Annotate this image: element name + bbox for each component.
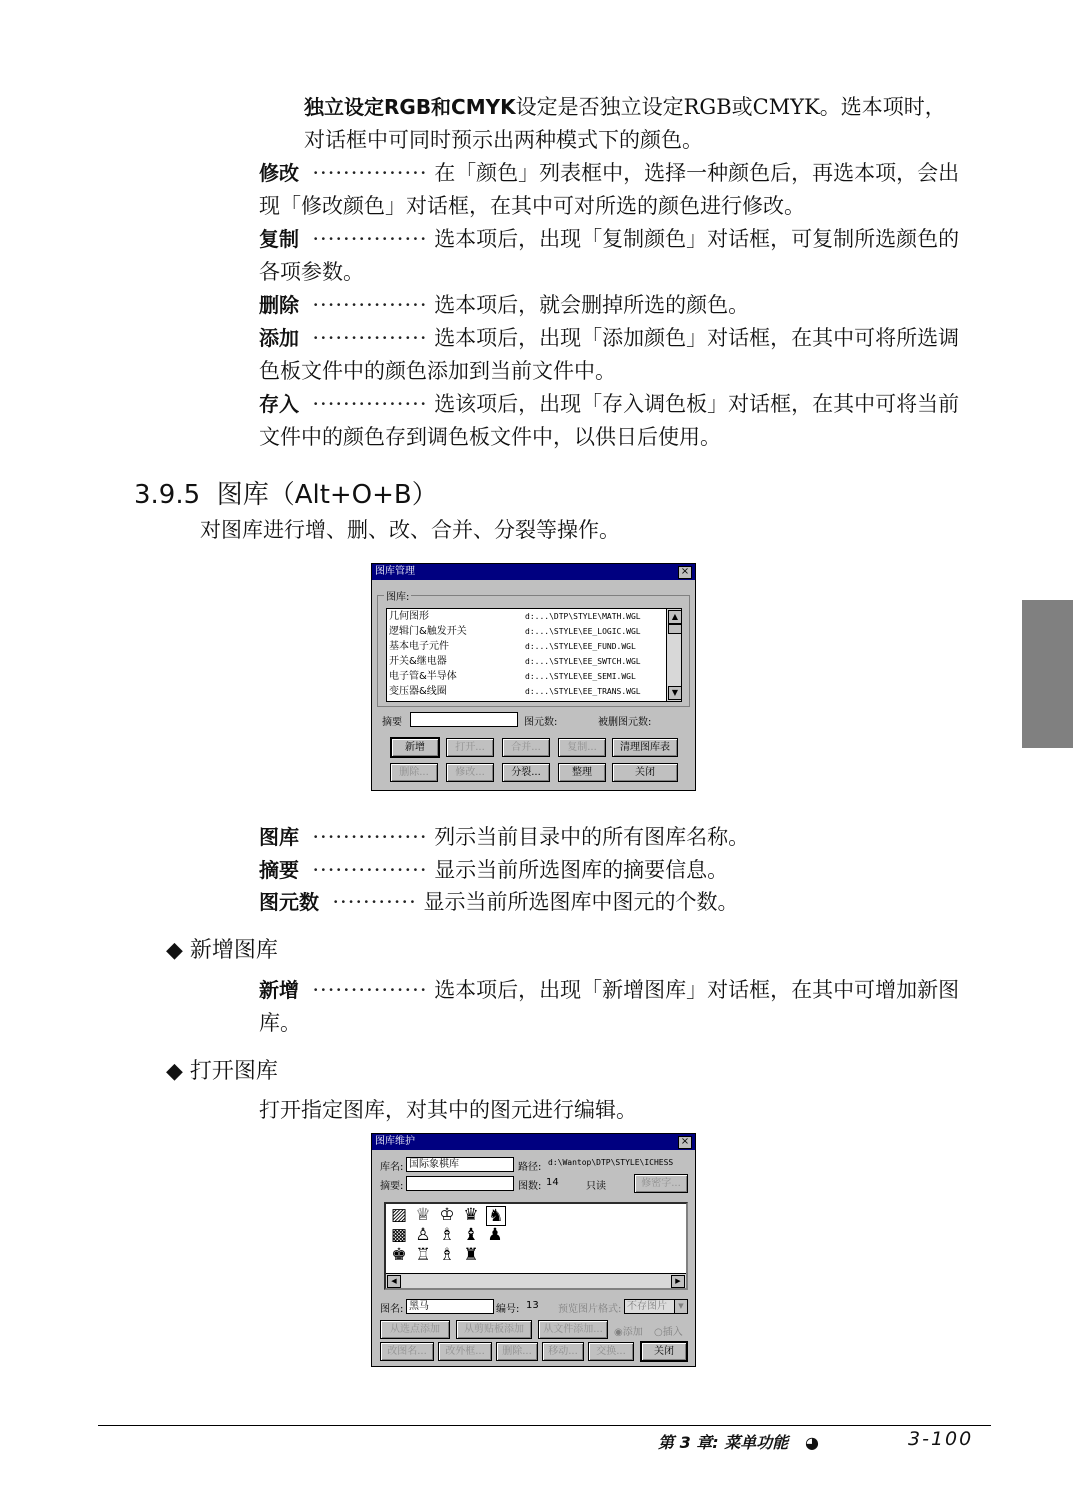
open-library-desc: 打开指定图库，对其中的图元进行编辑。 (259, 1098, 637, 1122)
summary-field[interactable] (410, 712, 518, 727)
library-name: 变压器&线圈 (389, 686, 447, 697)
list-item[interactable] (387, 639, 681, 654)
def-add (259, 322, 959, 355)
leader-dots: ··············· (312, 392, 428, 416)
open-library-button[interactable]: 打开... (446, 738, 494, 757)
merge-library-button[interactable]: 合并... (502, 738, 550, 757)
library-name: 逻辑门&触发开关 (389, 626, 467, 637)
list-item[interactable] (387, 654, 681, 669)
library-path: d:...\DTP\STYLE\MATH.WGL (525, 612, 641, 621)
glyph-cell-icon[interactable]: ♕ (415, 1205, 431, 1225)
count-value: 14 (546, 1177, 559, 1188)
def-text: 列示当前目录中的所有图库名称。 (434, 825, 750, 849)
preview-format-label: 预览图片格式: (558, 1304, 622, 1315)
def-copy (259, 223, 959, 256)
def-text: 在「颜色」列表框中，选择一种颜色后，再选本项，会出 (434, 161, 960, 185)
horizontal-scrollbar[interactable] (386, 1273, 686, 1288)
clean-library-table-button[interactable]: 清理图库表 (612, 738, 678, 757)
rgb-cmyk-text: 设定是否独立设定RGB或CMYK。选本项时， (515, 95, 946, 119)
library-path: d:...\STYLE\EE_SWTCH.WGL (525, 657, 641, 666)
add-from-selection-button[interactable]: 从选点添加 (380, 1320, 450, 1339)
close-button[interactable]: 关闭 (640, 1341, 688, 1362)
subheading-title: 打开图库 (189, 1059, 278, 1084)
def-copy-cont: 各项参数。 (259, 260, 364, 284)
library-list[interactable] (386, 608, 682, 702)
path-value: d:\Wantop\DTP\STYLE\ICHESS (548, 1158, 674, 1167)
def-text: 选本项后，出现「复制颜色」对话框，可复制所选颜色的 (434, 227, 960, 251)
list-item[interactable] (387, 609, 681, 624)
close-button[interactable]: 关闭 (612, 763, 678, 782)
dialog-title: 图库管理 (375, 566, 415, 577)
def-term: 存入 (259, 392, 299, 416)
lib-name-field[interactable]: 国际象棋库 (406, 1157, 514, 1172)
radio-insert-label: 插入 (662, 1327, 683, 1338)
footer-rule (98, 1425, 991, 1426)
glyph-cell-icon[interactable]: ♔ (439, 1205, 455, 1225)
leader-dots: ··············· (312, 825, 428, 849)
diamond-bullet-icon: ◆ (166, 938, 183, 963)
def-text: 显示当前所选图库中图元的个数。 (423, 890, 739, 914)
list-scrollbar[interactable] (666, 609, 681, 701)
new-library-button[interactable]: 新增 (390, 737, 440, 758)
diamond-bullet-icon: ◆ (166, 1059, 183, 1084)
def-term: 添加 (259, 326, 299, 350)
list-item[interactable] (387, 624, 681, 639)
glyph-cell-icon[interactable]: ♗ (439, 1245, 455, 1265)
leader-dots: ··············· (312, 326, 428, 350)
glyph-number-label: 编号: (496, 1304, 520, 1315)
def-save (259, 388, 959, 421)
def-text: 选本项后，出现「新增图库」对话框，在其中可增加新图 (434, 978, 960, 1002)
list-item[interactable] (387, 684, 681, 699)
dialog-titlebar (372, 1134, 695, 1150)
library-path: d:...\STYLE\EE_LOGIC.WGL (525, 627, 641, 636)
def-modify-cont: 现「修改颜色」对话框，在其中可对所选的颜色进行修改。 (259, 194, 805, 218)
section-heading (134, 474, 438, 511)
glyph-cell-icon[interactable]: ▩ (390, 1225, 408, 1245)
split-library-button[interactable]: 分裂... (502, 763, 550, 782)
leader-dots: ··············· (312, 858, 428, 882)
chapter-label: 第 3 章: 菜单功能 (658, 1433, 789, 1452)
leader-dots: ··············· (312, 161, 428, 185)
radio-selected-icon: ◉ (614, 1327, 623, 1338)
password-button[interactable]: 修密字... (634, 1174, 688, 1193)
rgb-cmyk-line2: 对话框中可同时预示出两种模式下的颜色。 (304, 128, 703, 152)
glyph-number-value: 13 (526, 1300, 539, 1311)
library-path: d:...\STYLE\EE_TRANS.WGL (525, 687, 641, 696)
radio-add-label: 添加 (622, 1327, 643, 1338)
preview-format-select[interactable]: 不存图片 (624, 1299, 676, 1314)
summary-field[interactable] (406, 1176, 514, 1191)
change-frame-button[interactable]: 改外框... (438, 1342, 492, 1361)
def-term: 图库 (259, 825, 299, 849)
move-glyph-button[interactable]: 移动... (542, 1342, 584, 1361)
rgb-cmyk-term: 独立设定RGB和CMYK (304, 95, 516, 119)
glyph-name-label: 图名: (380, 1304, 404, 1315)
subheading-open-library (166, 1054, 278, 1085)
rename-button[interactable]: 改图名... (380, 1342, 434, 1361)
library-name: 开关&继电器 (389, 656, 447, 667)
readonly-label: 只读 (586, 1181, 606, 1192)
section-title: 图库（Alt+O+B） (216, 480, 438, 510)
def-text: 选该项后，出现「存入调色板」对话框，在其中可将当前 (434, 392, 960, 416)
glyph-cell-icon[interactable]: ♖ (415, 1245, 431, 1265)
glyph-cell-icon[interactable]: ♞ (486, 1206, 506, 1226)
leader-dots: ··········· (332, 890, 417, 914)
close-icon[interactable]: × (678, 566, 692, 579)
radio-add[interactable] (614, 1323, 643, 1338)
library-manage-dialog (371, 563, 696, 791)
footer-chapter (658, 1430, 819, 1453)
def-count (259, 886, 738, 919)
def-term: 删除 (259, 293, 299, 317)
def-term: 摘要 (259, 858, 299, 882)
library-group-label: 图库: (384, 588, 411, 603)
list-item[interactable] (387, 669, 681, 684)
organize-library-button[interactable]: 整理 (558, 763, 606, 782)
radio-unselected-icon: ○ (654, 1327, 663, 1338)
def-library (259, 821, 749, 854)
library-name: 几何图形 (389, 611, 429, 622)
library-path: d:...\STYLE\EE_SEMI.WGL (525, 672, 636, 681)
swap-glyph-button[interactable]: 交换... (588, 1342, 634, 1361)
delete-library-button[interactable]: 删除... (390, 763, 438, 782)
def-new-cont: 库。 (259, 1011, 301, 1035)
def-text: 选本项后，就会删掉所选的颜色。 (434, 293, 750, 317)
count-label: 图数: (518, 1181, 542, 1192)
add-from-file-button[interactable]: 从文件添加... (538, 1320, 608, 1339)
chapter-symbol-icon: ◕ (804, 1433, 819, 1452)
count-label: 图元数: (524, 717, 558, 728)
add-from-clipboard-button[interactable]: 从剪贴板添加 (456, 1320, 532, 1339)
delete-glyph-button[interactable]: 删除... (496, 1342, 538, 1361)
section-desc: 对图库进行增、删、改、合并、分裂等操作。 (200, 518, 620, 542)
library-path: d:...\STYLE\EE_FUND.WGL (525, 642, 636, 651)
def-term: 修改 (259, 161, 299, 185)
def-new (259, 974, 959, 1007)
lib-name-label: 库名: (380, 1162, 404, 1173)
leader-dots: ··············· (312, 293, 428, 317)
glyph-cell-icon[interactable]: ▨ (390, 1205, 408, 1225)
summary-label: 摘要: (380, 1181, 404, 1192)
library-maintain-dialog (371, 1133, 696, 1367)
def-delete (259, 289, 749, 322)
def-modify (259, 157, 959, 190)
scroll-up-icon[interactable]: ▲ (668, 610, 682, 624)
glyph-cell-icon[interactable]: ♚ (391, 1245, 407, 1265)
library-name: 电子管&半导体 (389, 671, 457, 682)
leader-dots: ··············· (312, 978, 428, 1002)
glyph-cell-icon[interactable]: ♛ (463, 1205, 479, 1225)
modify-library-button[interactable]: 修改... (446, 763, 494, 782)
deleted-count-label: 被删图元数: (598, 717, 652, 728)
scroll-right-icon[interactable]: ▶ (671, 1275, 685, 1288)
def-add-cont: 色板文件中的颜色添加到当前文件中。 (259, 359, 616, 383)
chapter-side-tab (1022, 600, 1073, 748)
def-text: 显示当前所选图库的摘要信息。 (434, 858, 729, 882)
dropdown-arrow-icon[interactable]: ▼ (674, 1299, 688, 1314)
glyph-cell-icon[interactable]: ♗ (439, 1225, 455, 1245)
scroll-down-icon[interactable]: ▼ (668, 686, 682, 700)
def-save-cont: 文件中的颜色存到调色板文件中，以供日后使用。 (259, 425, 721, 449)
glyph-name-field[interactable]: 黑马 (406, 1299, 494, 1314)
close-icon[interactable]: × (678, 1136, 692, 1149)
radio-insert[interactable] (654, 1323, 683, 1338)
dialog-title: 图库维护 (375, 1136, 415, 1147)
copy-library-button[interactable]: 复制... (558, 738, 606, 757)
library-name: 基本电子元件 (389, 641, 449, 652)
def-term: 图元数 (259, 890, 319, 914)
subheading-title: 新增图库 (189, 938, 278, 963)
path-label: 路径: (518, 1162, 542, 1173)
glyph-cell-icon[interactable]: ♜ (463, 1245, 479, 1265)
scroll-thumb[interactable] (668, 624, 682, 634)
def-summary (259, 854, 728, 887)
def-term: 复制 (259, 227, 299, 251)
glyph-cell-icon[interactable]: ♟ (487, 1225, 503, 1245)
subheading-new-library (166, 933, 278, 964)
glyph-grid[interactable] (384, 1202, 688, 1290)
dialog-titlebar (372, 564, 695, 580)
rgb-cmyk-line (304, 91, 946, 124)
glyph-cell-icon[interactable]: ♝ (463, 1225, 479, 1245)
def-term: 新增 (259, 978, 299, 1002)
section-number: 3.9.5 (134, 480, 201, 510)
glyph-cell-icon[interactable]: ♙ (415, 1225, 431, 1245)
scroll-left-icon[interactable]: ◀ (387, 1275, 401, 1288)
page-number: 3-100 (908, 1428, 974, 1450)
def-text: 选本项后，出现「添加颜色」对话框，在其中可将所选调 (434, 326, 960, 350)
summary-label: 摘要 (382, 717, 402, 728)
leader-dots: ··············· (312, 227, 428, 251)
